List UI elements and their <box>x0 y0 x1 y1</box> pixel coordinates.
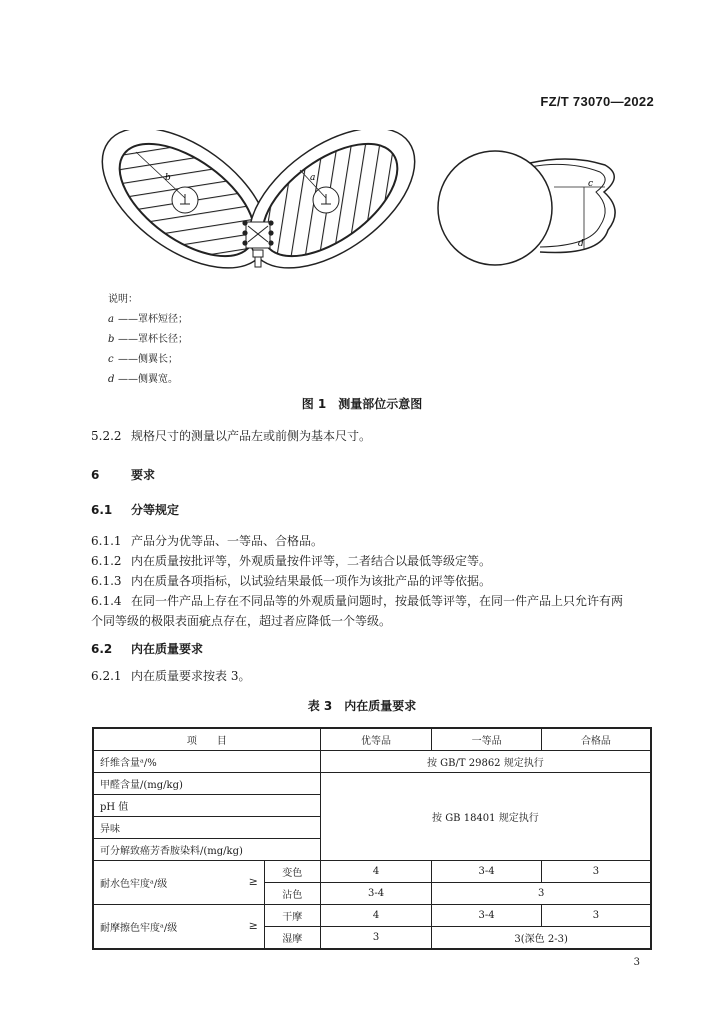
row-label: 耐摩擦色牢度ᵃ/级 ≥ <box>93 905 264 950</box>
cell-value: 3-4 <box>432 861 542 883</box>
table-row <box>93 773 651 795</box>
cell-value: 3-4 <box>432 905 542 927</box>
row-label: 耐水色牢度ᵃ/级 ≥ <box>93 861 264 905</box>
cell-value: 3 <box>541 905 651 927</box>
heading-6: 6 要求 <box>91 468 156 482</box>
clause-6-1-4-cont: 个同等级的极限表面疵点存在，超过者应降低一个等级。 <box>91 614 392 628</box>
clause-5-2-2: 5.2.2 规格尺寸的测量以产品左或前侧为基本尺寸。 <box>91 429 372 443</box>
legend-title: 说明： <box>108 294 138 305</box>
legend-item: b ——罩杯长径； <box>108 334 188 345</box>
header-grade-1: 优等品 <box>320 728 432 751</box>
table-header-row <box>93 728 651 751</box>
page-number: 3 <box>633 957 640 968</box>
heading-6-1: 6.1 分等规定 <box>91 503 180 517</box>
sub-label: 变色 <box>264 861 320 883</box>
heading-6-2: 6.2 内在质量要求 <box>91 642 204 656</box>
cell-value: 3 <box>320 927 432 950</box>
header-item: 项 目 <box>93 728 320 751</box>
row-label: 异味 <box>93 817 320 839</box>
clause-6-1-4: 6.1.4 在同一件产品上存在不同品等的外观质量问题时，按最低等评等，在同一件产品上只允许有两 <box>91 594 624 608</box>
label-a: a <box>310 173 316 183</box>
clause-6-2-1: 6.2.1 内在质量要求按表 3。 <box>91 669 251 683</box>
cell-value: 3(深色 2-3) <box>432 927 651 950</box>
header-grade-2: 一等品 <box>432 728 542 751</box>
clause-6-1-2: 6.1.2 内在质量按批评等，外观质量按件评等，二者结合以最低等级定等。 <box>91 554 492 568</box>
sub-label: 干摩 <box>264 905 320 927</box>
legend-item: d ——侧翼宽。 <box>108 374 178 385</box>
clause-6-1-1: 6.1.1 产品分为优等品、一等品、合格品。 <box>91 534 324 548</box>
figure-caption: 图 1 测量部位示意图 <box>301 397 423 411</box>
figure-legend <box>108 290 188 390</box>
label-c: c <box>588 179 594 189</box>
table-caption: 表 3 内在质量要求 <box>307 699 417 713</box>
legend-item: c ——侧翼长； <box>108 354 178 365</box>
header-grade-3: 合格品 <box>541 728 651 751</box>
sub-label: 沾色 <box>264 883 320 905</box>
label-d: d <box>578 239 584 249</box>
row-label: 甲醛含量/(mg/kg) <box>93 773 320 795</box>
row-value: 按 GB 18401 规定执行 <box>320 773 651 861</box>
cell-value: 3-4 <box>320 883 432 905</box>
row-label: 可分解致癌芳香胺染料/(mg/kg) <box>93 839 320 861</box>
cell-value: 3 <box>541 861 651 883</box>
quality-requirements-table <box>92 727 652 950</box>
sub-label: 湿摩 <box>264 927 320 950</box>
cell-value: 4 <box>320 905 432 927</box>
clause-6-1-3: 6.1.3 内在质量各项指标，以试验结果最低一项作为该批产品的评等依据。 <box>91 574 492 588</box>
row-label: pH 值 <box>93 795 320 817</box>
cell-value: 4 <box>320 861 432 883</box>
cell-value: 3 <box>432 883 651 905</box>
standard-number: FZ/T 73070—2022 <box>540 94 654 109</box>
side-view-shape <box>438 151 615 265</box>
table-row <box>93 861 651 883</box>
row-label: 纤维含量ᵃ/% <box>93 751 320 773</box>
table-row <box>93 905 651 927</box>
measurement-diagram <box>100 130 640 280</box>
table-row <box>93 751 651 773</box>
label-b: b <box>165 173 171 183</box>
row-value: 按 GB/T 29862 规定执行 <box>320 751 651 773</box>
legend-item: a ——罩杯短径； <box>108 314 188 325</box>
